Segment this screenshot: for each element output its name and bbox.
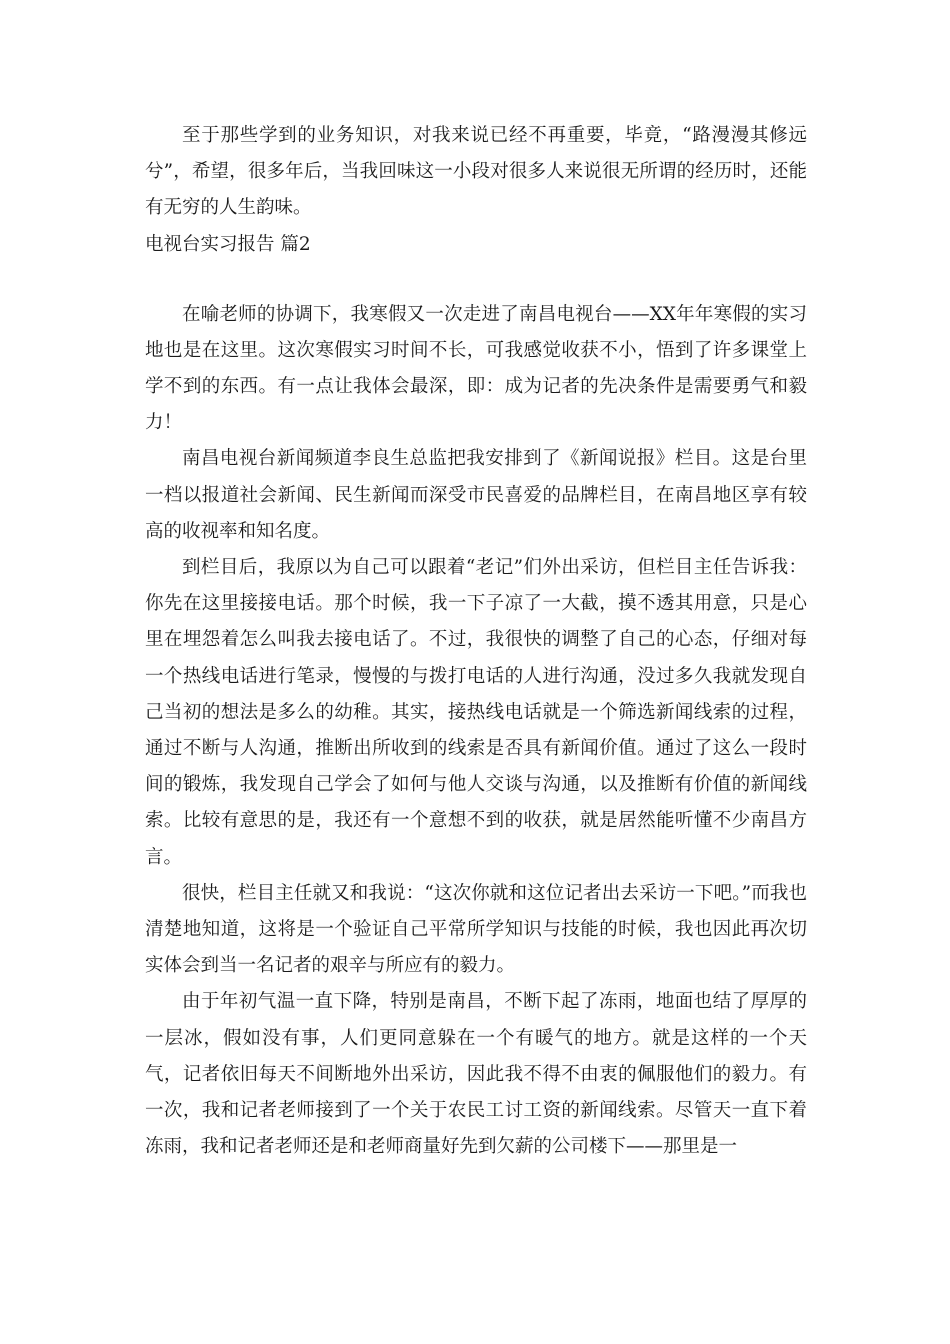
- paragraph-4: 很快，栏目主任就又和我说：“这次你就和这位记者出去采访一下吧。”而我也清楚地知道，这将是一个验证自己平常所学知识与技能的时候，我也因此再次切实体会到当一名记者的艰辛与所应有的毅力。: [145, 882, 807, 977]
- paragraph-2: 南昌电视台新闻频道李良生总监把我安排到了《新闻说报》栏目。这是台里一档以报道社会新闻、民生新闻而深受市民喜爱的品牌栏目，在南昌地区享有较高的收视率和知名度。: [145, 448, 807, 542]
- paragraph-5: 由于年初气温一直下降，特别是南昌，不断下起了冻雨，地面也结了厚厚的一层冰，假如没有事，人们更同意躲在一个有暖气的地方。就是这样的一个天气，记者依旧每天不间断地外出采访，因此我不得不由衷的佩服他们的毅力。有一次，我和记者老师接到了一个关于农民工讨工资的新闻线索。尽管天一直下着冻雨，我和记者老师还是和老师商量好先到欠薪的公司楼下——那里是一: [145, 991, 807, 1158]
- spacer: [145, 263, 807, 297]
- paragraph-3: 到栏目后，我原以为自己可以跟着“老记”们外出采访，但栏目主任告诉我：你先在这里接接电话。那个时候，我一下子凉了一大截，摸不透其用意，只是心里在埋怨着怎么叫我去接电话了。不过，我很快的调整了自己的心态，仔细对每一个热线电话进行笔录，慢慢的与拨打电话的人进行沟通，没过多久我就发现自己当初的想法是多么的幼稚。其实，接热线电话就是一个筛选新闻线索的过程，通过不断与人沟通，推断出所收到的线索是否具有新闻价值。通过了这么一段时间的锻炼，我发现自己学会了如何与他人交谈与沟通，以及推断有价值的新闻线索。比较有意思的是，我还有一个意想不到的收获，就是居然能听懂不少南昌方言。: [145, 557, 807, 868]
- document-body: [145, 118, 807, 1165]
- section-heading: 电视台实习报告 篇2: [145, 233, 311, 255]
- paragraph-1: 在喻老师的协调下，我寒假又一次走进了南昌电视台——XX年年寒假的实习地也是在这里。这次寒假实习时间不长，可我感觉收获不小，悟到了许多课堂上学不到的东西。有一点让我体会最深，即：成为记者的先决条件是需要勇气和毅力！: [145, 303, 807, 434]
- intro-paragraph: 至于那些学到的业务知识，对我来说已经不再重要，毕竟，“路漫漫其修远兮”，希望，很多年后，当我回味这一小段对很多人来说很无所谓的经历时，还能有无穷的人生韵味。: [145, 125, 807, 219]
